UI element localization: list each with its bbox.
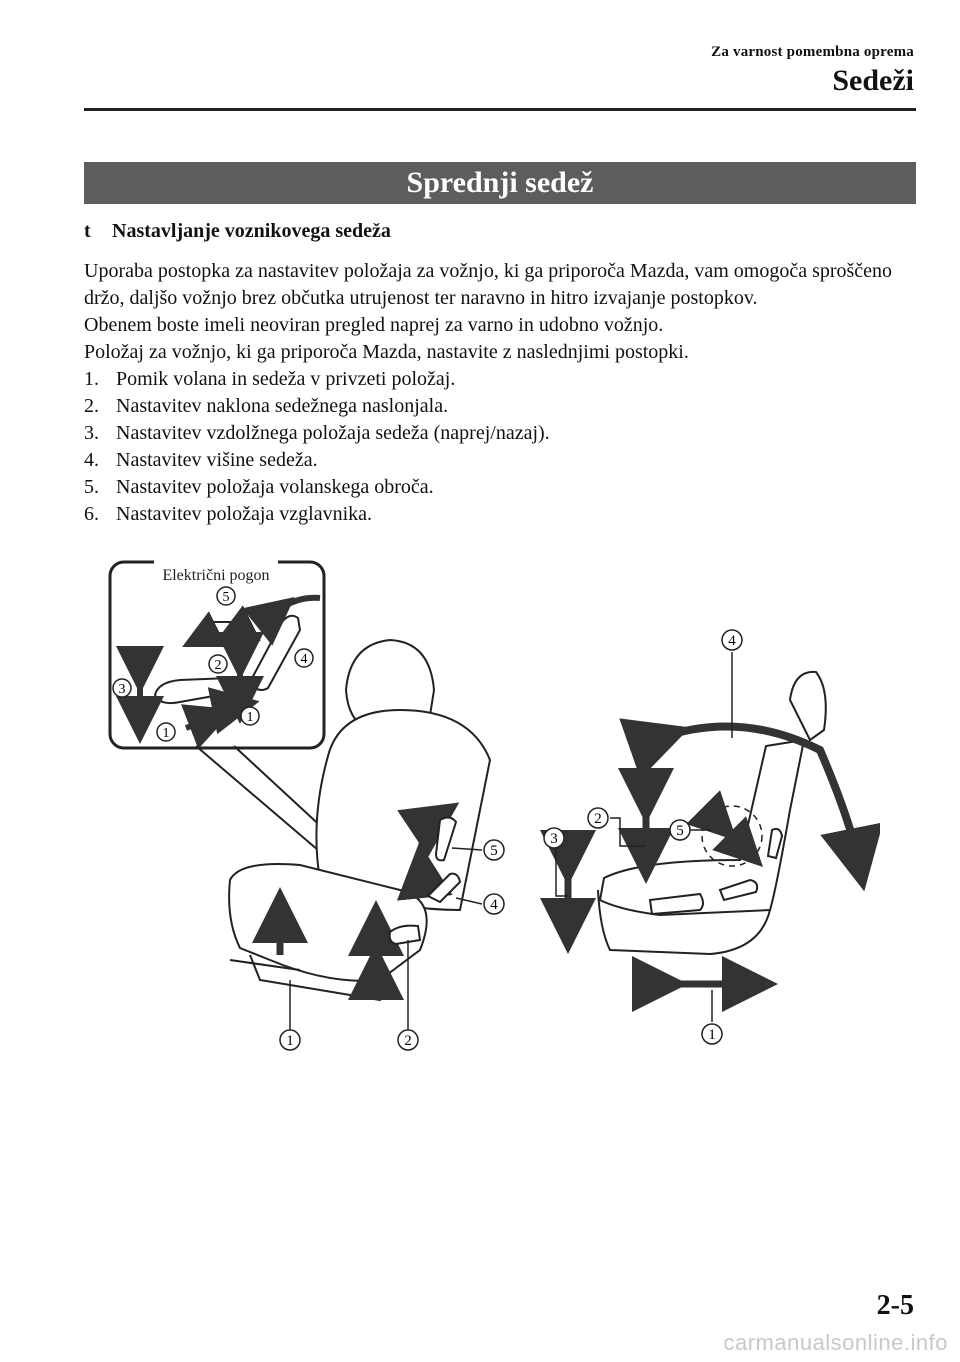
- callout-2: 2: [404, 1033, 412, 1049]
- callout-1: 1: [162, 726, 170, 741]
- step-text: Nastavitev vzdolžnega položaja sedeža (naprej/nazaj).: [116, 422, 550, 444]
- callout-5: 5: [676, 823, 684, 839]
- list-item: [84, 447, 916, 474]
- list-item: [84, 501, 916, 528]
- section-title: Sprednji sedež: [406, 166, 594, 199]
- callout-4: 4: [728, 633, 736, 649]
- callout-1: 1: [246, 710, 254, 725]
- step-text: Nastavitev položaja volanskega obroča.: [116, 476, 434, 498]
- callout-4: 4: [300, 652, 308, 667]
- step-number: 3.: [84, 422, 99, 444]
- watermark: carmanualsonline.info: [723, 1330, 948, 1355]
- step-number: 5.: [84, 476, 99, 498]
- paragraph: Uporaba postopka za nastavitev položaja za vožnjo, ki ga priporoča Mazda, vam omogoča sproščeno držo, daljšo vožnjo brez občutka utrujenost ter naravno in hitro izvajanje postopkov.: [84, 260, 893, 309]
- seat-diagram: [100, 560, 880, 1060]
- header-rule: [84, 108, 916, 111]
- paragraph: Položaj za vožnjo, ki ga priporoča Mazda, nastavite z naslednjimi postopki.: [84, 341, 689, 363]
- callout-2: 2: [594, 811, 602, 827]
- callout-5: 5: [490, 843, 498, 859]
- list-item: [84, 366, 916, 393]
- step-number: 2.: [84, 395, 99, 417]
- step-number: 1.: [84, 368, 99, 390]
- side-seat-drawing: [544, 630, 858, 1044]
- inset-label: Električni pogon: [162, 567, 270, 584]
- callout-3: 3: [118, 682, 126, 697]
- step-number: 4.: [84, 449, 99, 471]
- subheading-text: Nastavljanje voznikovega sedeža: [112, 220, 391, 242]
- callout-3: 3: [550, 831, 558, 847]
- subheading-bullet: t: [84, 220, 91, 242]
- subheading: [84, 220, 391, 243]
- callout-1: 1: [286, 1033, 294, 1049]
- callout-4: 4: [490, 897, 498, 913]
- step-number: 6.: [84, 503, 99, 525]
- header-section-title: Sedeži: [832, 64, 914, 97]
- seat-illustration: [100, 560, 880, 1060]
- steps-list: [84, 366, 916, 528]
- step-text: Nastavitev položaja vzglavnika.: [116, 503, 373, 525]
- page-number: 2-5: [876, 1290, 914, 1321]
- body-text: [84, 258, 916, 528]
- callout-1: 1: [708, 1027, 716, 1043]
- step-text: Nastavitev naklona sedežnega naslonjala.: [116, 395, 449, 417]
- step-text: Nastavitev višine sedeža.: [116, 449, 318, 471]
- list-item: [84, 420, 916, 447]
- section-title-bar: [84, 162, 916, 204]
- list-item: [84, 474, 916, 501]
- header-chapter: Za varnost pomembna oprema: [711, 44, 914, 60]
- paragraph: Obenem boste imeli neoviran pregled naprej za varno in udobno vožnjo.: [84, 314, 664, 336]
- list-item: [84, 393, 916, 420]
- step-text: Pomik volana in sedeža v privzeti položaj.: [116, 368, 456, 390]
- electric-controls-inset: [110, 560, 324, 748]
- callout-2: 2: [214, 658, 222, 673]
- callout-5: 5: [222, 590, 230, 605]
